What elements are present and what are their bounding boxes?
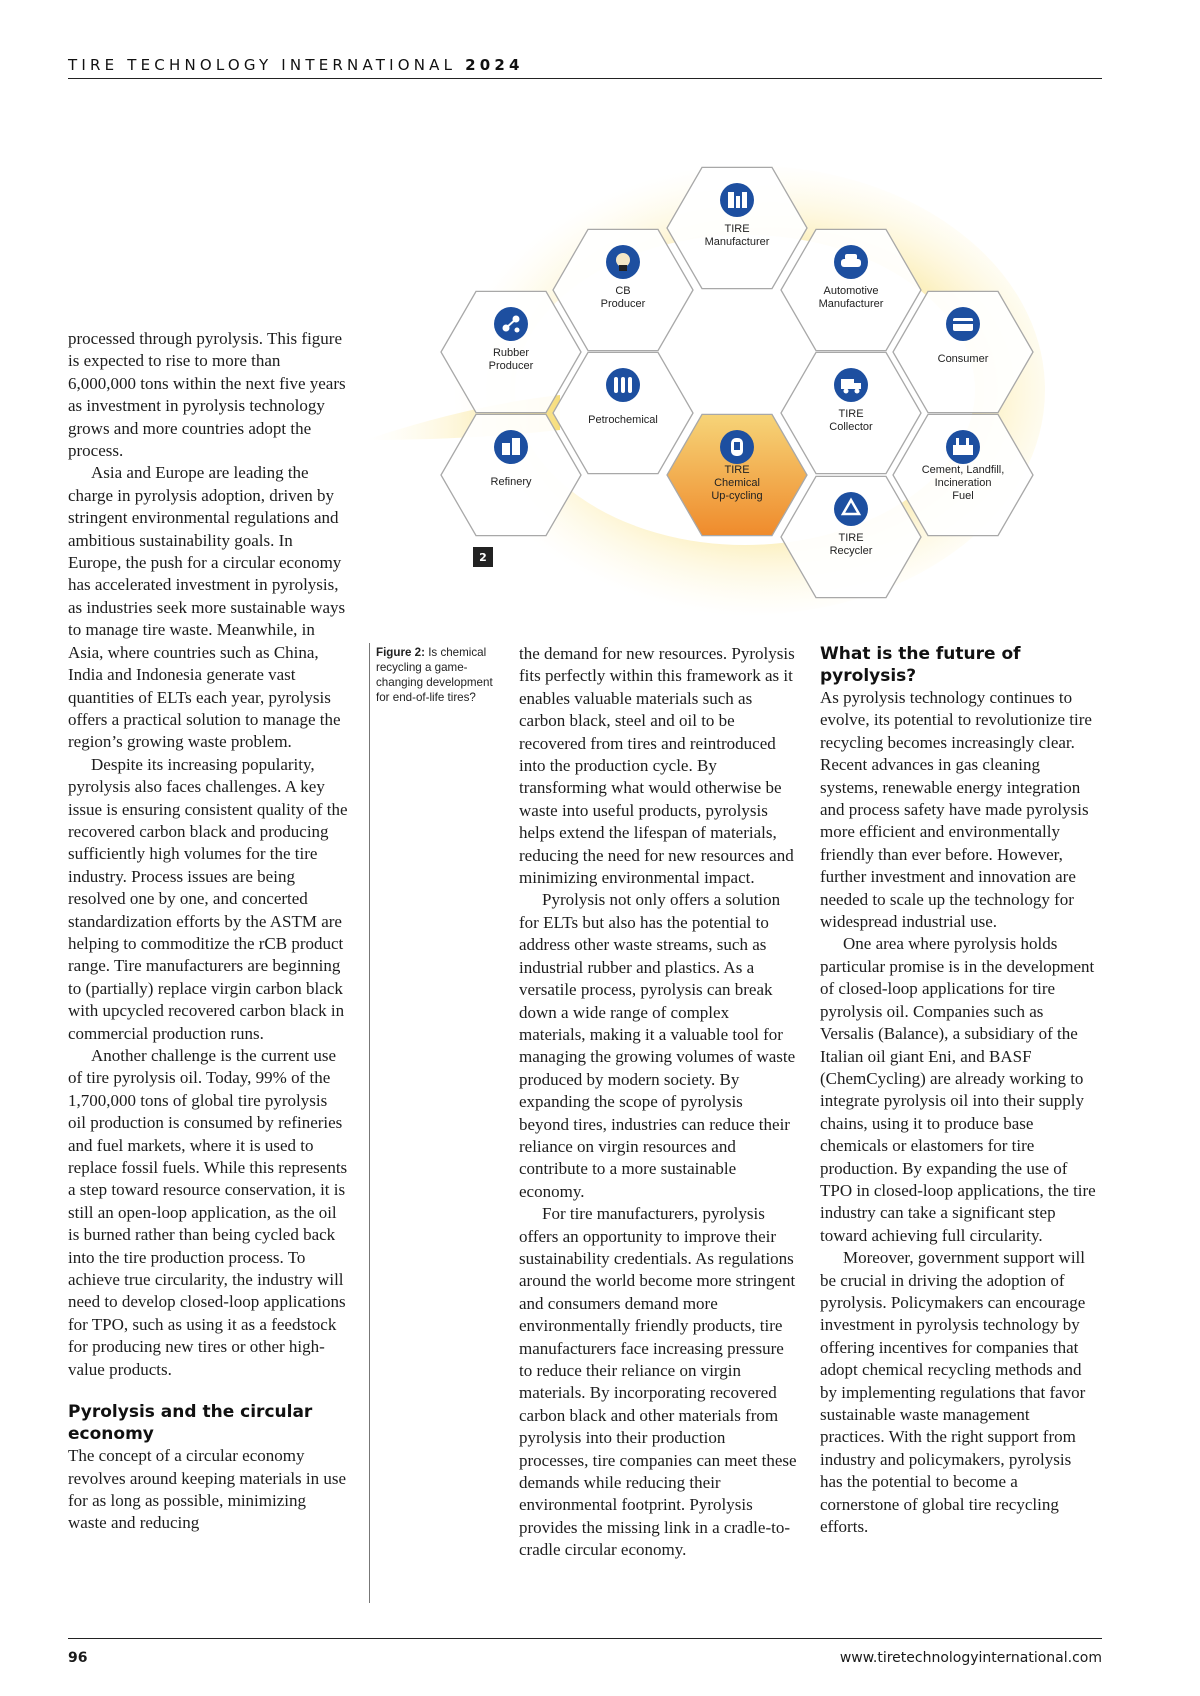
body-paragraph: The concept of a circular economy revolves around keeping materials in use for as long as possible, minimizing waste and reducing — [68, 1446, 347, 1533]
hex-label: Incineration — [934, 477, 992, 489]
hex-label: Rubber — [492, 347, 530, 359]
body-paragraph: the demand for new resources. Pyrolysis fits perfectly within this framework as it enables valuable materials such as carbon black, steel and oil to be recovered from tires and reintroduced into the production cycle. By transforming what would otherwise be waste into useful products, pyrolysis helps extend the lifespan of materials, reducing the need for new resources and minimizing environmental impact. — [519, 644, 795, 888]
hex-label: Producer — [488, 360, 534, 372]
footer-rule — [68, 1638, 1102, 1639]
hex-label: Cement, Landfill, — [921, 464, 1005, 476]
figure-caption — [376, 645, 496, 705]
recycle-icon — [834, 492, 868, 526]
hex-label: Chemical — [714, 477, 760, 489]
test-tubes-icon — [606, 368, 640, 402]
body-paragraph: Despite its increasing popularity, pyrolysis also faces challenges. A key issue is ensuring consistent quality of the recovered carbon black and producing sufficiently high volumes for the tire industry. Process issues are being resolved one by one, and concerted standardization efforts by the ASTM are helping to commoditize the rCB product range. Tire manufacturers are beginning to (partially) replace virgin carbon black with upcycled recovered carbon black in commercial production runs. — [68, 754, 348, 1043]
page-number: 96 — [68, 1650, 88, 1666]
hex-label: TIRE — [724, 464, 750, 476]
hex-label: Petrochemical — [588, 414, 658, 426]
hex-label: Manufacturer — [818, 298, 884, 310]
hex-label: Automotive — [823, 285, 879, 297]
hex-node-petrochemical — [553, 352, 693, 473]
column-3 — [820, 643, 1098, 1538]
publication-year: 2024 — [465, 56, 524, 74]
body-paragraph: Moreover, government support will be crucial in driving the adoption of pyrolysis. Policymakers can encourage investment in pyrolysis technology by offering incentives for companies that adopt chemical recycling methods and by implementing regulations that favor sustainable waste management practices. With the right support from industry and policymakers, pyrolysis has the potential to become a cornerstone of global tire recycling efforts. — [820, 1248, 1086, 1537]
hex-label: Manufacturer — [704, 236, 770, 248]
hex-label: Collector — [829, 421, 873, 433]
hex-node-tire-chemical-upcycling — [667, 414, 807, 535]
body-paragraph: Pyrolysis not only offers a solution for ELTs but also has the potential to address other waste streams, such as industrial rubber and plastics. As a versatile process, pyrolysis can break down a wide range of complex materials, making it a valuable tool for managing the growing volumes of waste produced by modern society. By expanding the scope of pyrolysis beyond tires, industries can reduce their reliance on virgin resources and contribute to a more sustainable economy. — [519, 890, 796, 1201]
body-paragraph: processed through pyrolysis. This figure is expected to rise to more than 6,000,000 tons within the next five years as investment in pyrolysis technology grows and more countries adopt the process. — [68, 329, 346, 461]
hex-label: CB — [615, 285, 631, 297]
molecule-icon — [494, 307, 528, 341]
hex-label: Consumer — [937, 353, 989, 365]
section-heading-circular-economy: Pyrolysis and the circular economy — [68, 1402, 313, 1445]
hex-label: Fuel — [952, 490, 974, 502]
body-paragraph: For tire manufacturers, pyrolysis offers an opportunity to improve their sustainability credentials. As regulations around the world become more stringent and consumers demand more environmentally friendly products, tire manufacturers face increasing pressure to reduce their reliance on virgin materials. By incorporating recovered carbon black and other materials from pyrolysis into their production processes, tire companies can meet these demands while reducing their environmental footprint. Pyrolysis provides the missing link in a cradle-to-cradle circular economy. — [519, 1204, 797, 1560]
hex-label: Refinery — [490, 476, 532, 488]
body-paragraph: One area where pyrolysis holds particular promise is in the development of closed-loop applications for tire pyrolysis oil. Companies such as Versalis (Balance), a subsidiary of the Italian oil giant Eni, and BASF (ChemCycling) are already working to integrate pyrolysis oil into their supply chains, using it to produce base chemicals or elastomers for tire production. By expanding the use of TPO in closed-loop applications, the tire industry can take a significant step toward achieving full circularity. — [820, 934, 1096, 1245]
hex-label: Up-cycling — [711, 490, 763, 502]
plant-icon — [946, 430, 980, 464]
caption-rule — [369, 643, 370, 1603]
publication-name: TIRE TECHNOLOGY INTERNATIONAL — [68, 56, 457, 74]
column-2 — [519, 643, 797, 1562]
hex-label: TIRE — [838, 532, 864, 544]
truck-icon — [834, 368, 868, 402]
body-paragraph: Another challenge is the current use of tire pyrolysis oil. Today, 99% of the 1,700,000 tons of global tire pyrolysis oil production is consumed by refineries and fuel markets, where it is used to replace fossil fuels. While this represents a step toward resource conservation, it is still an open-loop application, as the oil is burned rather than being cycled back into the tire production process. To achieve true circularity, the industry will need to develop closed-loop applications for TPO, such as using it as a feedstock for producing new tires or other high-value products. — [68, 1046, 348, 1379]
column-1 — [68, 328, 348, 1535]
hex-label: TIRE — [724, 223, 750, 235]
caption-text: Is chemical recycling a game-changing development for end-of-life tires? — [376, 646, 493, 704]
car-icon — [834, 245, 868, 279]
hex-node-tire-collector — [781, 352, 921, 473]
figure-number-badge — [473, 547, 493, 567]
reactor-icon — [720, 430, 754, 464]
factory-icon — [720, 183, 754, 217]
hex-label: Producer — [600, 298, 646, 310]
website-url: www.tiretechnologyinternational.com — [839, 1650, 1102, 1666]
carbon-black-icon — [606, 245, 640, 279]
section-heading-future: What is the future of pyrolysis? — [820, 644, 1021, 686]
figure-number: 2 — [479, 551, 487, 564]
hex-label: Recycler — [829, 545, 873, 557]
hex-label: TIRE — [838, 408, 864, 420]
body-paragraph: Asia and Europe are leading the charge in pyrolysis adoption, driven by stringent environmental regulations and ambitious sustainability goals. In Europe, the push for a circular economy has accelerated investment in pyrolysis, as industries seek more sustainable ways to manage tire waste. Meanwhile, in Asia, where countries such as China, India and Indonesia generate vast quantities of ELTs each year, pyrolysis offers a practical solution to manage the region’s growing waste problem. — [68, 463, 346, 752]
refinery-icon — [494, 430, 528, 464]
caption-label: Figure 2: — [376, 646, 425, 659]
body-paragraph: As pyrolysis technology continues to evolve, its potential to revolutionize tire recycling becomes increasingly clear. Recent advances in gas cleaning systems, renewable energy integration and process safety have made pyrolysis more efficient and environmentally friendly than ever before. However, further investment and innovation are needed to scale up the technology for widespread industrial use. — [820, 688, 1092, 932]
credit-card-icon — [946, 307, 980, 341]
